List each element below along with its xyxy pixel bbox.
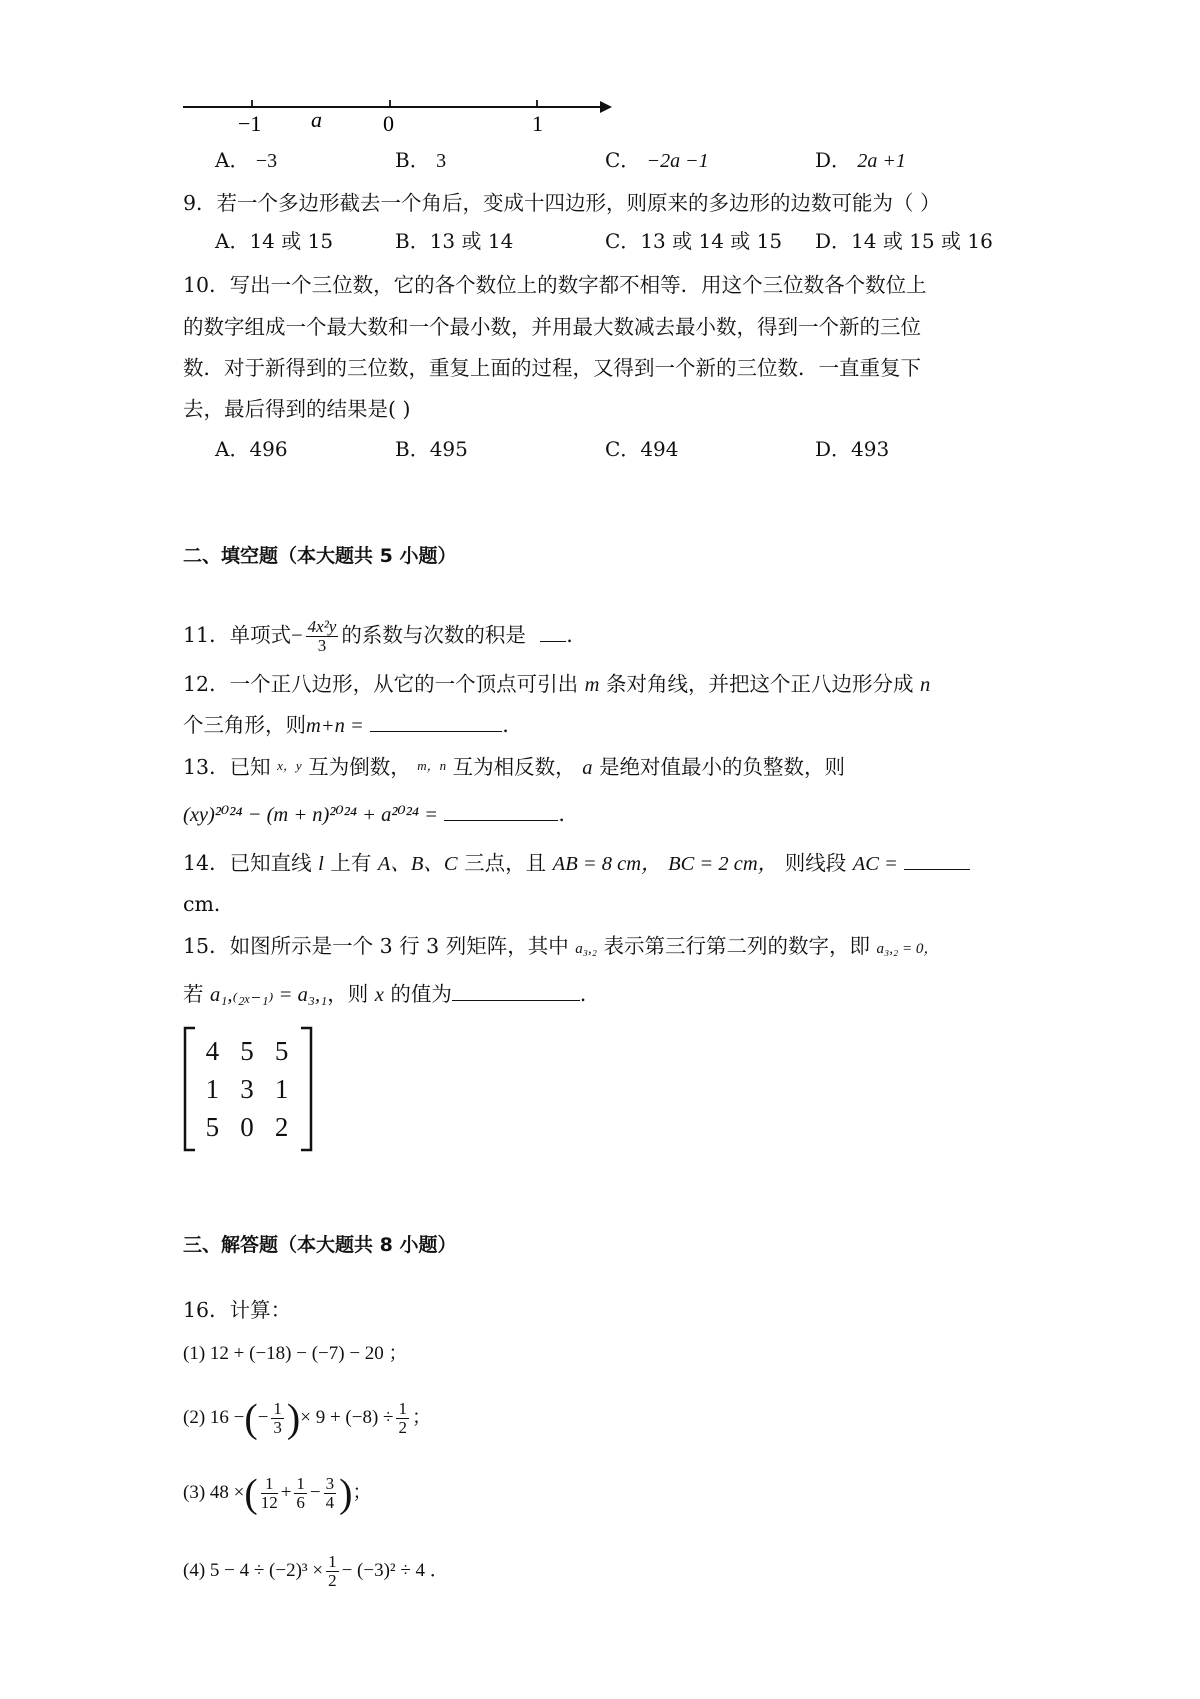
section-3-heading: 三、解答题（本大题共 8 小题） — [183, 1234, 457, 1256]
q16-text: (4) 5 − 4 ÷ (−2)³ × — [183, 1560, 324, 1581]
q11-answer-blank[interactable] — [540, 623, 566, 642]
fraction — [294, 1475, 307, 1512]
option-text: 13 或 14 或 15 — [640, 229, 783, 253]
numerator: 1 — [296, 1474, 305, 1494]
q16-text: × 9 + (−8) ÷ — [300, 1407, 394, 1428]
left-paren: ( — [244, 1395, 258, 1441]
denominator: 4 — [325, 1493, 335, 1513]
q11-fraction — [306, 618, 339, 655]
q13-text: 互为倒数， — [308, 755, 411, 779]
option-letter: A． — [215, 148, 250, 172]
matrix-row — [195, 1070, 299, 1108]
label-0: 0 — [383, 111, 394, 136]
q11: 11．单项式− $\frac{\text{4x²y}}{3}$ 的系数与次数的积是 ． — [183, 617, 587, 655]
q10-option-a — [215, 436, 288, 462]
option-letter: B． — [395, 229, 430, 253]
q14-text: 则线段 — [784, 851, 847, 875]
q15-line-1 — [183, 932, 938, 963]
option-text: −3 — [255, 150, 278, 172]
matrix-cell: 3 — [240, 1074, 254, 1104]
label-a: a — [311, 107, 322, 132]
q10-option-d — [815, 436, 889, 462]
denominator: 12 — [260, 1493, 278, 1513]
q14-text: 三点，且 — [464, 851, 547, 875]
q15-text: 的值为 — [390, 982, 452, 1006]
q13-text: 是绝对值最小的负整数，则 — [598, 755, 845, 779]
option-letter: D． — [815, 148, 852, 172]
matrix-cell: 1 — [274, 1074, 289, 1104]
q16-part-2: (2) 16 −(− $\frac{1}{3}$ )× 9 + (−8) ÷ $\frac{1}{2}$ ； — [183, 1395, 431, 1441]
q16-text: − (−3)² ÷ 4 ． — [341, 1560, 449, 1581]
q11-denominator: 3 — [317, 636, 327, 655]
q16-text: ； — [411, 1407, 431, 1428]
q12-var-n: n — [920, 674, 931, 696]
q12-line-1 — [183, 670, 930, 699]
q14-text: 上有 — [330, 851, 372, 875]
option-letter: A． — [215, 437, 250, 461]
q12-var-m: m — [584, 674, 600, 696]
q12-text: 个三角形，则 — [183, 713, 306, 737]
denominator: 2 — [398, 1418, 407, 1438]
matrix-bracket-right — [299, 1026, 313, 1152]
numerator: 1 — [328, 1552, 337, 1572]
option-letter: B． — [395, 437, 430, 461]
option-text: 14 或 15 或 16 — [851, 229, 993, 253]
option-text: 494 — [640, 437, 679, 461]
matrix-row — [195, 1108, 299, 1146]
q15-var-x: x — [374, 984, 384, 1006]
q15-text: 若 — [183, 982, 204, 1006]
q14-bc: BC = 2 cm， — [668, 853, 779, 875]
q15-answer-blank[interactable] — [452, 982, 580, 1001]
right-paren: ) — [286, 1395, 301, 1441]
option-text: 13 或 14 — [429, 229, 514, 253]
q14-ab: AB = 8 cm， — [552, 853, 662, 875]
q13-answer-blank[interactable] — [444, 802, 558, 821]
q16-part-3: (3) 48 ×( $\frac{1}{12}$ + $\frac{1}{6}$ − $\frac{3}{4}$ )； — [183, 1470, 372, 1516]
option-letter: D． — [815, 229, 852, 253]
label-neg1: −1 — [238, 111, 262, 136]
numerator: 3 — [325, 1474, 335, 1494]
option-text: 493 — [851, 437, 890, 461]
q13-vars-xy: x，y — [277, 758, 302, 773]
denominator: 6 — [296, 1493, 305, 1513]
numerator: 1 — [398, 1399, 407, 1419]
number-line-figure — [180, 92, 620, 142]
q12-text: 条对角线，并把这个正八边形分成 — [605, 672, 914, 696]
number-line-arrow — [600, 101, 612, 113]
q13-text: 13．已知 — [183, 755, 271, 779]
q15-text: 15．如图所示是一个 3 行 3 列矩阵，其中 — [183, 934, 569, 958]
q10-option-c — [605, 436, 679, 462]
fraction — [271, 1400, 284, 1437]
q13-line-2: (xy)²⁰²⁴ − (m + n)²⁰²⁴ + a²⁰²⁴ = ． — [183, 802, 579, 826]
denominator: 3 — [273, 1418, 282, 1438]
option-text: 495 — [429, 437, 468, 461]
option-text: 14 或 15 — [249, 229, 334, 253]
q10-line-4: 去，最后得到的结果是( ) — [183, 397, 411, 421]
q15-a32-eq: a₃,₂ = 0， — [876, 941, 939, 957]
q12-line-2: 个三角形，则m+n = ． — [183, 713, 523, 737]
q9-option-d — [815, 228, 993, 254]
q9-option-b — [395, 228, 513, 254]
q14-text: 14．已知直线 — [183, 851, 312, 875]
q15-line-2: 若 a₁,₍₂ₓ₋₁₎ = a₃,₁，则 x 的值为 ． — [183, 982, 601, 1006]
option-letter: C． — [605, 148, 641, 172]
q15-text: ，则 — [327, 982, 369, 1006]
option-letter: A． — [215, 229, 250, 253]
q12-expr: m+n = — [306, 715, 364, 737]
fraction — [324, 1475, 337, 1512]
q13-line-1 — [183, 752, 845, 782]
q13-text: 互为相反数， — [452, 755, 576, 779]
q11-prefix: 11．单项式 — [183, 623, 292, 647]
numerator: 1 — [273, 1399, 282, 1419]
q8-option-a — [215, 147, 277, 174]
q14-var-l: l — [318, 853, 324, 875]
q10-line-1: 10．写出一个三位数，它的各个数位上的数字都不相等．用这个三位数各个数位上 — [183, 273, 927, 297]
minus-sign: − — [291, 625, 303, 647]
q14-ac: AC = — [852, 853, 898, 875]
q14-line-2: cm． — [183, 892, 235, 916]
q11-suffix: 的系数与次数的积是 — [341, 623, 526, 647]
q10-line-3: 数．对于新得到的三位数，重复上面的过程，又得到一个新的三位数．一直重复下 — [183, 356, 921, 380]
q9-option-c — [605, 228, 782, 254]
q13-expression: (xy)²⁰²⁴ − (m + n)²⁰²⁴ + a²⁰²⁴ = — [183, 804, 438, 826]
left-paren: ( — [244, 1470, 258, 1516]
q15-condition: a₁,₍₂ₓ₋₁₎ = a₃,₁ — [210, 984, 328, 1006]
q16-title: 16．计算： — [183, 1298, 292, 1322]
right-paren: ) — [339, 1470, 353, 1516]
q13-vars-mn: m，n — [417, 758, 447, 773]
option-letter: D． — [815, 437, 852, 461]
matrix-cell: 5 — [205, 1112, 220, 1142]
label-1: 1 — [532, 111, 543, 136]
option-text: 496 — [249, 437, 288, 461]
option-text: −2a −1 — [646, 150, 709, 172]
matrix-cell: 1 — [205, 1074, 220, 1104]
matrix-figure — [183, 1026, 313, 1152]
option-text: 2a +1 — [857, 150, 906, 172]
matrix-cell: 0 — [240, 1112, 254, 1142]
q12-text: 12．一个正八边形，从它的一个顶点可引出 — [183, 672, 579, 696]
q16-text: (2) 16 − — [183, 1407, 245, 1428]
q16-part-4 — [183, 1548, 449, 1594]
q10-option-b — [395, 436, 468, 462]
q12-answer-blank[interactable] — [370, 713, 502, 732]
fraction — [261, 1475, 278, 1512]
option-letter: C． — [605, 437, 641, 461]
q14-answer-blank[interactable] — [904, 851, 970, 870]
option-letter: C． — [605, 229, 641, 253]
denominator: 2 — [328, 1571, 337, 1591]
option-letter: B． — [395, 148, 430, 172]
section-2-heading: 二、填空题（本大题共 5 小题） — [183, 545, 457, 567]
fraction — [396, 1400, 409, 1437]
q14-points: A、B、C — [377, 853, 458, 875]
q8-option-d — [815, 147, 906, 174]
q8-option-c — [605, 147, 709, 174]
matrix-row — [195, 1032, 299, 1070]
q10-line-2: 的数字组成一个最大数和一个最小数，并用最大数减去最小数，得到一个新的三位 — [183, 315, 921, 339]
matrix-cell: 5 — [240, 1036, 254, 1066]
fraction — [326, 1553, 339, 1590]
q13-var-a: a — [582, 757, 593, 779]
q16-text: (3) 48 × — [183, 1482, 245, 1503]
matrix-cell: 2 — [274, 1112, 289, 1142]
q16-text: ； — [352, 1482, 372, 1503]
option-text: 3 — [436, 150, 447, 172]
q14-line-1 — [183, 849, 970, 878]
q15-a32: a₃,₂ — [575, 941, 597, 957]
q8-option-b — [395, 147, 446, 174]
matrix-cell: 5 — [274, 1036, 289, 1066]
q11-numerator: 4x²y — [307, 617, 337, 636]
q9-option-a — [215, 228, 333, 254]
numerator: 1 — [261, 1475, 278, 1494]
q16-part-1: (1) 12 + (−18) − (−7) − 20 ； — [183, 1343, 408, 1364]
matrix-cell: 4 — [205, 1036, 220, 1066]
q9-stem: 9．若一个多边形截去一个角后，变成十四边形，则原来的多边形的边数可能为（ ） — [183, 191, 941, 215]
q15-text: 表示第三行第二列的数字，即 — [603, 934, 870, 958]
